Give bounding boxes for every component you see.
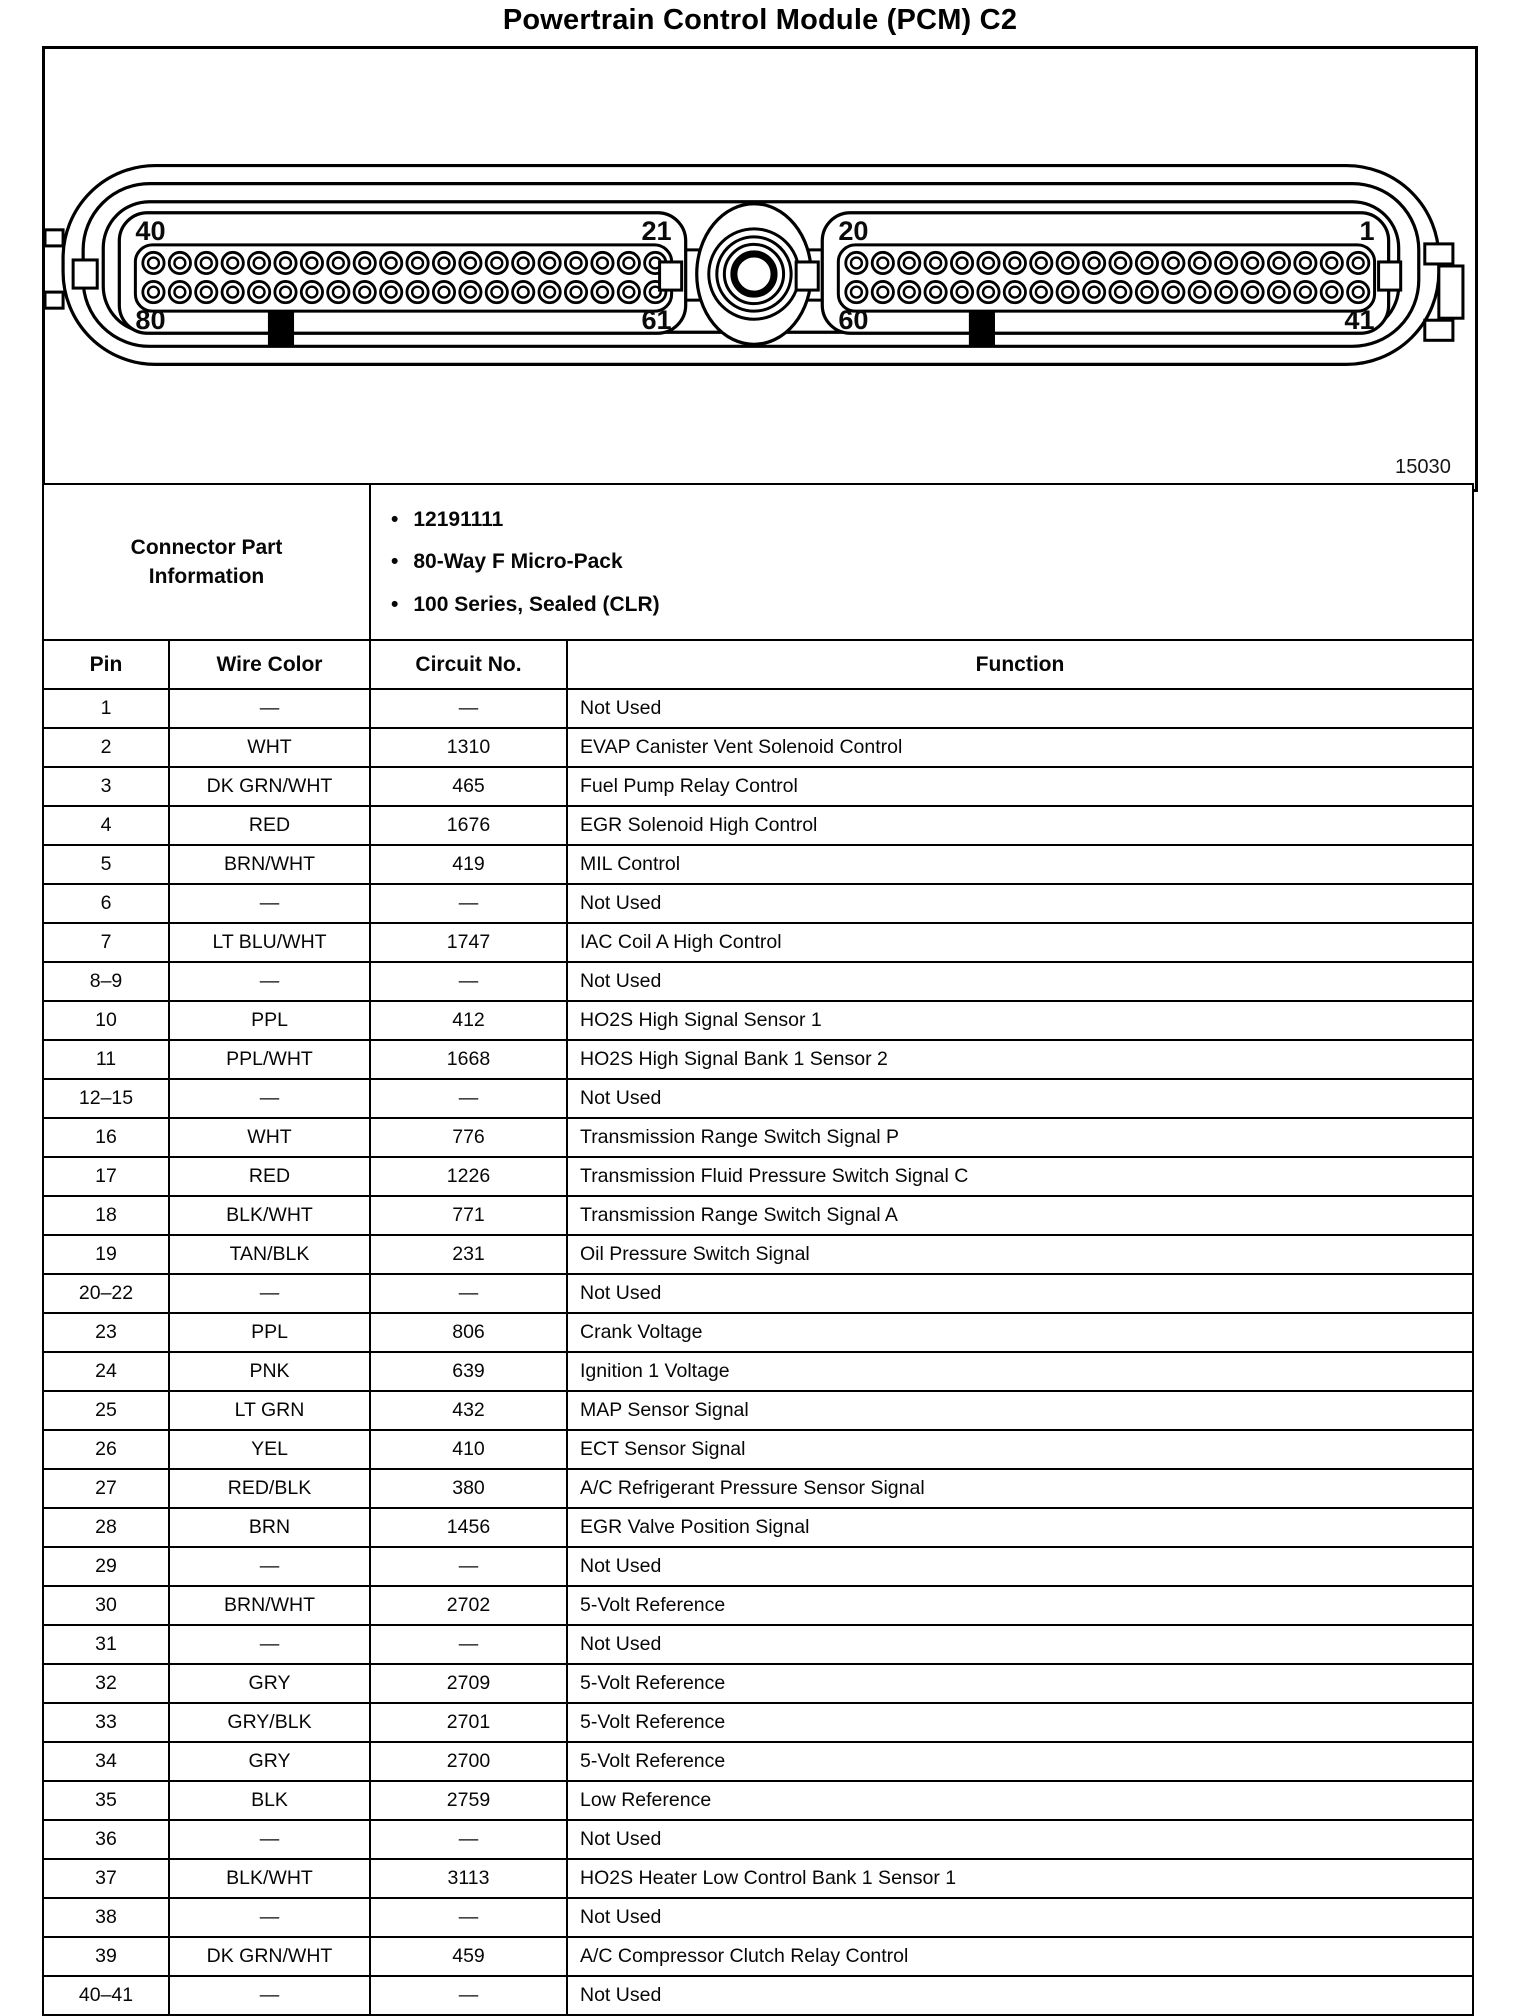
pin-contact (904, 287, 915, 298)
pin-table-row (43, 1430, 1473, 1469)
pin-contact (386, 258, 397, 269)
pin-1-label: 1 (1359, 214, 1375, 246)
function-cell: Transmission Range Switch Signal A (567, 1196, 1473, 1235)
wire-color-cell: LT BLU/WHT (169, 923, 370, 962)
pin-contact (930, 258, 941, 269)
pin-cell: 28 (43, 1508, 169, 1547)
pin-contact (1353, 287, 1364, 298)
function-cell: EGR Valve Position Signal (567, 1508, 1473, 1547)
housing-notch (660, 262, 682, 290)
circuit-no-cell: 1456 (370, 1508, 567, 1547)
pin-cell: 29 (43, 1547, 169, 1586)
pin-contact (254, 287, 265, 298)
pin-61-label: 61 (641, 304, 672, 336)
function-cell: Not Used (567, 1079, 1473, 1118)
pin-block-right (822, 213, 1388, 348)
pin-contact (201, 258, 212, 269)
wire-color-cell: PPL (169, 1001, 370, 1040)
function-cell: Not Used (567, 884, 1473, 923)
wire-color-cell: PPL (169, 1313, 370, 1352)
pin-cell: 40–41 (43, 1976, 169, 2015)
housing-notch (796, 262, 818, 290)
pin-contact (201, 287, 212, 298)
pin-contact (1089, 287, 1100, 298)
left-latch-tab (45, 230, 63, 246)
index-key-left (268, 311, 294, 347)
pin-contact (1274, 258, 1285, 269)
pin-cell: 25 (43, 1391, 169, 1430)
pin-table-row (43, 1157, 1473, 1196)
right-latch-tab (1425, 244, 1453, 264)
pin-contact (623, 258, 634, 269)
function-cell: Fuel Pump Relay Control (567, 767, 1473, 806)
pin-table-row (43, 1196, 1473, 1235)
wire-color-cell: — (169, 689, 370, 728)
column-header-row (43, 640, 1473, 689)
circuit-no-cell: 776 (370, 1118, 567, 1157)
pin-table-row (43, 1313, 1473, 1352)
pin-contact (1062, 258, 1073, 269)
pin-table-row (43, 1352, 1473, 1391)
pin-cell: 7 (43, 923, 169, 962)
pin-contact (571, 287, 582, 298)
circuit-no-cell: 1747 (370, 923, 567, 962)
function-cell: Crank Voltage (567, 1313, 1473, 1352)
pin-contact (1036, 287, 1047, 298)
wire-color-cell: TAN/BLK (169, 1235, 370, 1274)
right-latch-tab (1425, 320, 1453, 340)
function-cell: Oil Pressure Switch Signal (567, 1235, 1473, 1274)
pin-table-row (43, 1235, 1473, 1274)
pin-cell: 11 (43, 1040, 169, 1079)
pin-table-row (43, 884, 1473, 923)
pin-table-row (43, 689, 1473, 728)
function-cell: Not Used (567, 1898, 1473, 1937)
function-cell: Not Used (567, 689, 1473, 728)
pin-cell: 8–9 (43, 962, 169, 1001)
index-key-right (969, 311, 995, 347)
pin-60-label: 60 (838, 304, 869, 336)
wire-color-cell: GRY/BLK (169, 1703, 370, 1742)
wire-color-cell: — (169, 1898, 370, 1937)
circuit-no-cell: — (370, 1976, 567, 2015)
circuit-no-cell: 412 (370, 1001, 567, 1040)
pin-contact (1009, 287, 1020, 298)
wire-color-cell: PNK (169, 1352, 370, 1391)
pin-contact (386, 287, 397, 298)
circuit-no-cell: 432 (370, 1391, 567, 1430)
wire-color-cell: — (169, 962, 370, 1001)
pin-contact (544, 287, 555, 298)
pin-contact (227, 258, 238, 269)
part-info-header-cell (43, 484, 370, 640)
pin-contact (439, 258, 450, 269)
function-cell: ECT Sensor Signal (567, 1430, 1473, 1469)
pin-table-row (43, 1508, 1473, 1547)
function-cell: Low Reference (567, 1781, 1473, 1820)
pin-cell: 3 (43, 767, 169, 806)
part-info-list (371, 485, 1472, 639)
circuit-no-cell: — (370, 962, 567, 1001)
pin-cell: 39 (43, 1937, 169, 1976)
pin-contact (1300, 258, 1311, 269)
pin-contact (930, 287, 941, 298)
pin-table-row (43, 1391, 1473, 1430)
pin-contact (280, 258, 291, 269)
circuit-no-cell: 2700 (370, 1742, 567, 1781)
pin-table-row (43, 923, 1473, 962)
pin-table-row (43, 1547, 1473, 1586)
pin-table-body (43, 484, 1473, 2015)
pin-contact (1194, 258, 1205, 269)
pin-contact (491, 258, 502, 269)
pin-table-row (43, 1118, 1473, 1157)
pin-contact (465, 287, 476, 298)
function-cell: HO2S Heater Low Control Bank 1 Sensor 1 (567, 1859, 1473, 1898)
pin-table-row (43, 1625, 1473, 1664)
circuit-no-cell: 419 (370, 845, 567, 884)
wire-color-cell: RED (169, 806, 370, 845)
wire-color-cell: — (169, 1547, 370, 1586)
function-cell: MIL Control (567, 845, 1473, 884)
pin-contact (148, 287, 159, 298)
pin-contact (1247, 258, 1258, 269)
pin-cell: 27 (43, 1469, 169, 1508)
function-cell: Transmission Range Switch Signal P (567, 1118, 1473, 1157)
pin-cell: 30 (43, 1586, 169, 1625)
column-header-wire-color: Wire Color (169, 640, 370, 689)
pin-table-row (43, 1742, 1473, 1781)
pin-contact (359, 287, 370, 298)
circuit-no-cell: — (370, 1898, 567, 1937)
function-cell: Not Used (567, 1625, 1473, 1664)
pin-contact (851, 258, 862, 269)
pin-table-row (43, 1820, 1473, 1859)
pin-cavity-outline (135, 245, 671, 311)
pin-contact (306, 287, 317, 298)
function-cell: MAP Sensor Signal (567, 1391, 1473, 1430)
pin-table-row (43, 1859, 1473, 1898)
circuit-no-cell: 771 (370, 1196, 567, 1235)
function-cell: A/C Compressor Clutch Relay Control (567, 1937, 1473, 1976)
pin-contact (412, 287, 423, 298)
pin-table-row (43, 1664, 1473, 1703)
part-info-bullets-cell (370, 484, 1473, 640)
pin-contact (877, 258, 888, 269)
pin-table-row (43, 1937, 1473, 1976)
right-latch-body (1439, 266, 1463, 318)
circuit-no-cell: 465 (370, 767, 567, 806)
pin-contact (1168, 258, 1179, 269)
pin-contact (983, 258, 994, 269)
wire-color-cell: — (169, 1625, 370, 1664)
function-cell: HO2S High Signal Sensor 1 (567, 1001, 1473, 1040)
pin-cell: 33 (43, 1703, 169, 1742)
pin-cell: 18 (43, 1196, 169, 1235)
circuit-no-cell: 1668 (370, 1040, 567, 1079)
figure-number: 15030 (1395, 455, 1451, 478)
circuit-no-cell: — (370, 884, 567, 923)
circuit-no-cell: 806 (370, 1313, 567, 1352)
pin-cell: 10 (43, 1001, 169, 1040)
pin-cell: 19 (43, 1235, 169, 1274)
circuit-no-cell: 1676 (370, 806, 567, 845)
pin-cell: 23 (43, 1313, 169, 1352)
circuit-no-cell: 1226 (370, 1157, 567, 1196)
connector-figure (42, 46, 1478, 492)
pin-contact (333, 258, 344, 269)
circuit-no-cell: 2701 (370, 1703, 567, 1742)
part-info-item: • 12191111 (391, 508, 1472, 532)
pin-table-row (43, 1976, 1473, 2015)
pin-contact (1274, 287, 1285, 298)
circuit-no-cell: 2759 (370, 1781, 567, 1820)
circuit-no-cell: — (370, 689, 567, 728)
wire-color-cell: BLK (169, 1781, 370, 1820)
pin-table-row (43, 1586, 1473, 1625)
wire-color-cell: DK GRN/WHT (169, 1937, 370, 1976)
pin-contact (1300, 287, 1311, 298)
pin-contact (851, 287, 862, 298)
pin-contact (1142, 258, 1153, 269)
pin-table-row (43, 1469, 1473, 1508)
wire-color-cell: BRN (169, 1508, 370, 1547)
circuit-no-cell: — (370, 1274, 567, 1313)
wire-color-cell: RED/BLK (169, 1469, 370, 1508)
pin-table-row (43, 1703, 1473, 1742)
pin-21-label: 21 (641, 214, 672, 246)
pin-cell: 16 (43, 1118, 169, 1157)
pin-contact (877, 287, 888, 298)
pin-contact (359, 258, 370, 269)
pin-cell: 37 (43, 1859, 169, 1898)
part-info-item: • 80-Way F Micro-Pack (391, 550, 1472, 574)
circuit-no-cell: 3113 (370, 1859, 567, 1898)
wire-color-cell: DK GRN/WHT (169, 767, 370, 806)
pin-contact (1036, 258, 1047, 269)
pin-contact (904, 258, 915, 269)
wire-color-cell: GRY (169, 1664, 370, 1703)
wire-color-cell: BLK/WHT (169, 1196, 370, 1235)
function-cell: Not Used (567, 1547, 1473, 1586)
pin-contact (1326, 287, 1337, 298)
part-info-title: Connector Part Information (130, 535, 283, 588)
pin-cell: 31 (43, 1625, 169, 1664)
wire-color-cell: PPL/WHT (169, 1040, 370, 1079)
pin-table-row (43, 962, 1473, 1001)
function-cell: 5-Volt Reference (567, 1664, 1473, 1703)
pin-contact (1194, 287, 1205, 298)
pin-contact (1142, 287, 1153, 298)
pin-table-row (43, 767, 1473, 806)
pin-contact (280, 287, 291, 298)
wire-color-cell: BRN/WHT (169, 845, 370, 884)
part-info-item: • 100 Series, Sealed (CLR) (391, 593, 1472, 617)
bolt-hole-center (734, 254, 774, 294)
wire-color-cell: — (169, 1274, 370, 1313)
page-title: Powertrain Control Module (PCM) C2 (502, 4, 1018, 36)
pin-cell: 24 (43, 1352, 169, 1391)
column-header-circuit-no: Circuit No. (370, 640, 567, 689)
pin-table-row (43, 806, 1473, 845)
wire-color-cell: WHT (169, 728, 370, 767)
circuit-no-cell: — (370, 1079, 567, 1118)
pin-contact (1353, 258, 1364, 269)
connector-diagram (45, 49, 1475, 489)
pin-contact (544, 258, 555, 269)
function-cell: EGR Solenoid High Control (567, 806, 1473, 845)
circuit-no-cell: — (370, 1547, 567, 1586)
pin-80-label: 80 (135, 304, 166, 336)
pin-cell: 26 (43, 1430, 169, 1469)
circuit-no-cell: 459 (370, 1937, 567, 1976)
wire-color-cell: YEL (169, 1430, 370, 1469)
pin-cell: 35 (43, 1781, 169, 1820)
function-cell: Not Used (567, 1274, 1473, 1313)
circuit-no-cell: — (370, 1625, 567, 1664)
housing-notch (73, 260, 97, 288)
pin-contact (1062, 287, 1073, 298)
pin-contact (1115, 258, 1126, 269)
left-latch-tab (45, 292, 63, 308)
pin-cell: 5 (43, 845, 169, 884)
pin-contact (983, 287, 994, 298)
circuit-no-cell: 410 (370, 1430, 567, 1469)
wire-color-cell: — (169, 1976, 370, 2015)
pin-table-row (43, 845, 1473, 884)
pin-cell: 17 (43, 1157, 169, 1196)
pin-20-label: 20 (838, 214, 869, 246)
wire-color-cell: BLK/WHT (169, 1859, 370, 1898)
function-cell: Not Used (567, 962, 1473, 1001)
pin-contact (623, 287, 634, 298)
pin-cell: 34 (43, 1742, 169, 1781)
pin-cell: 1 (43, 689, 169, 728)
wire-color-cell: — (169, 884, 370, 923)
part-info-row (43, 484, 1473, 640)
circuit-no-cell: 380 (370, 1469, 567, 1508)
pin-contact (1115, 287, 1126, 298)
wire-color-cell: RED (169, 1157, 370, 1196)
pin-contact (518, 258, 529, 269)
wire-color-cell: GRY (169, 1742, 370, 1781)
pin-contact (306, 258, 317, 269)
pin-contact (1326, 258, 1337, 269)
wire-color-cell: BRN/WHT (169, 1586, 370, 1625)
function-cell: Not Used (567, 1820, 1473, 1859)
pin-table-row (43, 1898, 1473, 1937)
circuit-no-cell: 231 (370, 1235, 567, 1274)
pin-cell: 12–15 (43, 1079, 169, 1118)
pin-contact (1089, 258, 1100, 269)
pin-table-row (43, 1001, 1473, 1040)
pin-cell: 32 (43, 1664, 169, 1703)
pin-table-row (43, 1079, 1473, 1118)
pin-cell: 2 (43, 728, 169, 767)
pin-41-label: 41 (1344, 304, 1375, 336)
pin-table (42, 483, 1474, 2016)
pin-contact (174, 287, 185, 298)
pin-contact (1221, 258, 1232, 269)
pin-contact (148, 258, 159, 269)
pin-cell: 4 (43, 806, 169, 845)
circuit-no-cell: 2702 (370, 1586, 567, 1625)
function-cell: EVAP Canister Vent Solenoid Control (567, 728, 1473, 767)
pin-contact (491, 287, 502, 298)
function-cell: A/C Refrigerant Pressure Sensor Signal (567, 1469, 1473, 1508)
pin-contact (518, 287, 529, 298)
wire-color-cell: — (169, 1079, 370, 1118)
column-header-function: Function (567, 640, 1473, 689)
housing-notch (1379, 262, 1401, 290)
pin-cavity-outline (838, 245, 1374, 311)
pin-block-left (119, 213, 685, 348)
pin-contact (1221, 287, 1232, 298)
pin-contact (412, 258, 423, 269)
function-cell: 5-Volt Reference (567, 1703, 1473, 1742)
pin-contact (957, 287, 968, 298)
pin-contact (1247, 287, 1258, 298)
function-cell: IAC Coil A High Control (567, 923, 1473, 962)
function-cell: Not Used (567, 1976, 1473, 2015)
function-cell: 5-Volt Reference (567, 1586, 1473, 1625)
pin-contact (333, 287, 344, 298)
pin-contact (174, 258, 185, 269)
circuit-no-cell: 2709 (370, 1664, 567, 1703)
pin-40-label: 40 (135, 214, 166, 246)
pin-table-row (43, 1274, 1473, 1313)
pin-cell: 20–22 (43, 1274, 169, 1313)
wire-color-cell: LT GRN (169, 1391, 370, 1430)
pin-contact (465, 258, 476, 269)
function-cell: HO2S High Signal Bank 1 Sensor 2 (567, 1040, 1473, 1079)
pin-contact (227, 287, 238, 298)
function-cell: 5-Volt Reference (567, 1742, 1473, 1781)
pin-contact (571, 258, 582, 269)
pin-contact (957, 258, 968, 269)
circuit-no-cell: 639 (370, 1352, 567, 1391)
function-cell: Transmission Fluid Pressure Switch Signal C (567, 1157, 1473, 1196)
pin-contact (439, 287, 450, 298)
pin-table-row (43, 1040, 1473, 1079)
pin-table-row (43, 1781, 1473, 1820)
function-cell: Ignition 1 Voltage (567, 1352, 1473, 1391)
pin-table-row (43, 728, 1473, 767)
pin-contact (254, 258, 265, 269)
pin-cell: 38 (43, 1898, 169, 1937)
circuit-no-cell: — (370, 1820, 567, 1859)
pin-contact (1009, 258, 1020, 269)
circuit-no-cell: 1310 (370, 728, 567, 767)
wire-color-cell: — (169, 1820, 370, 1859)
pin-contact (1168, 287, 1179, 298)
pin-contact (597, 258, 608, 269)
column-header-pin: Pin (43, 640, 169, 689)
wire-color-cell: WHT (169, 1118, 370, 1157)
pin-contact (597, 287, 608, 298)
pin-cell: 36 (43, 1820, 169, 1859)
pin-cell: 6 (43, 884, 169, 923)
